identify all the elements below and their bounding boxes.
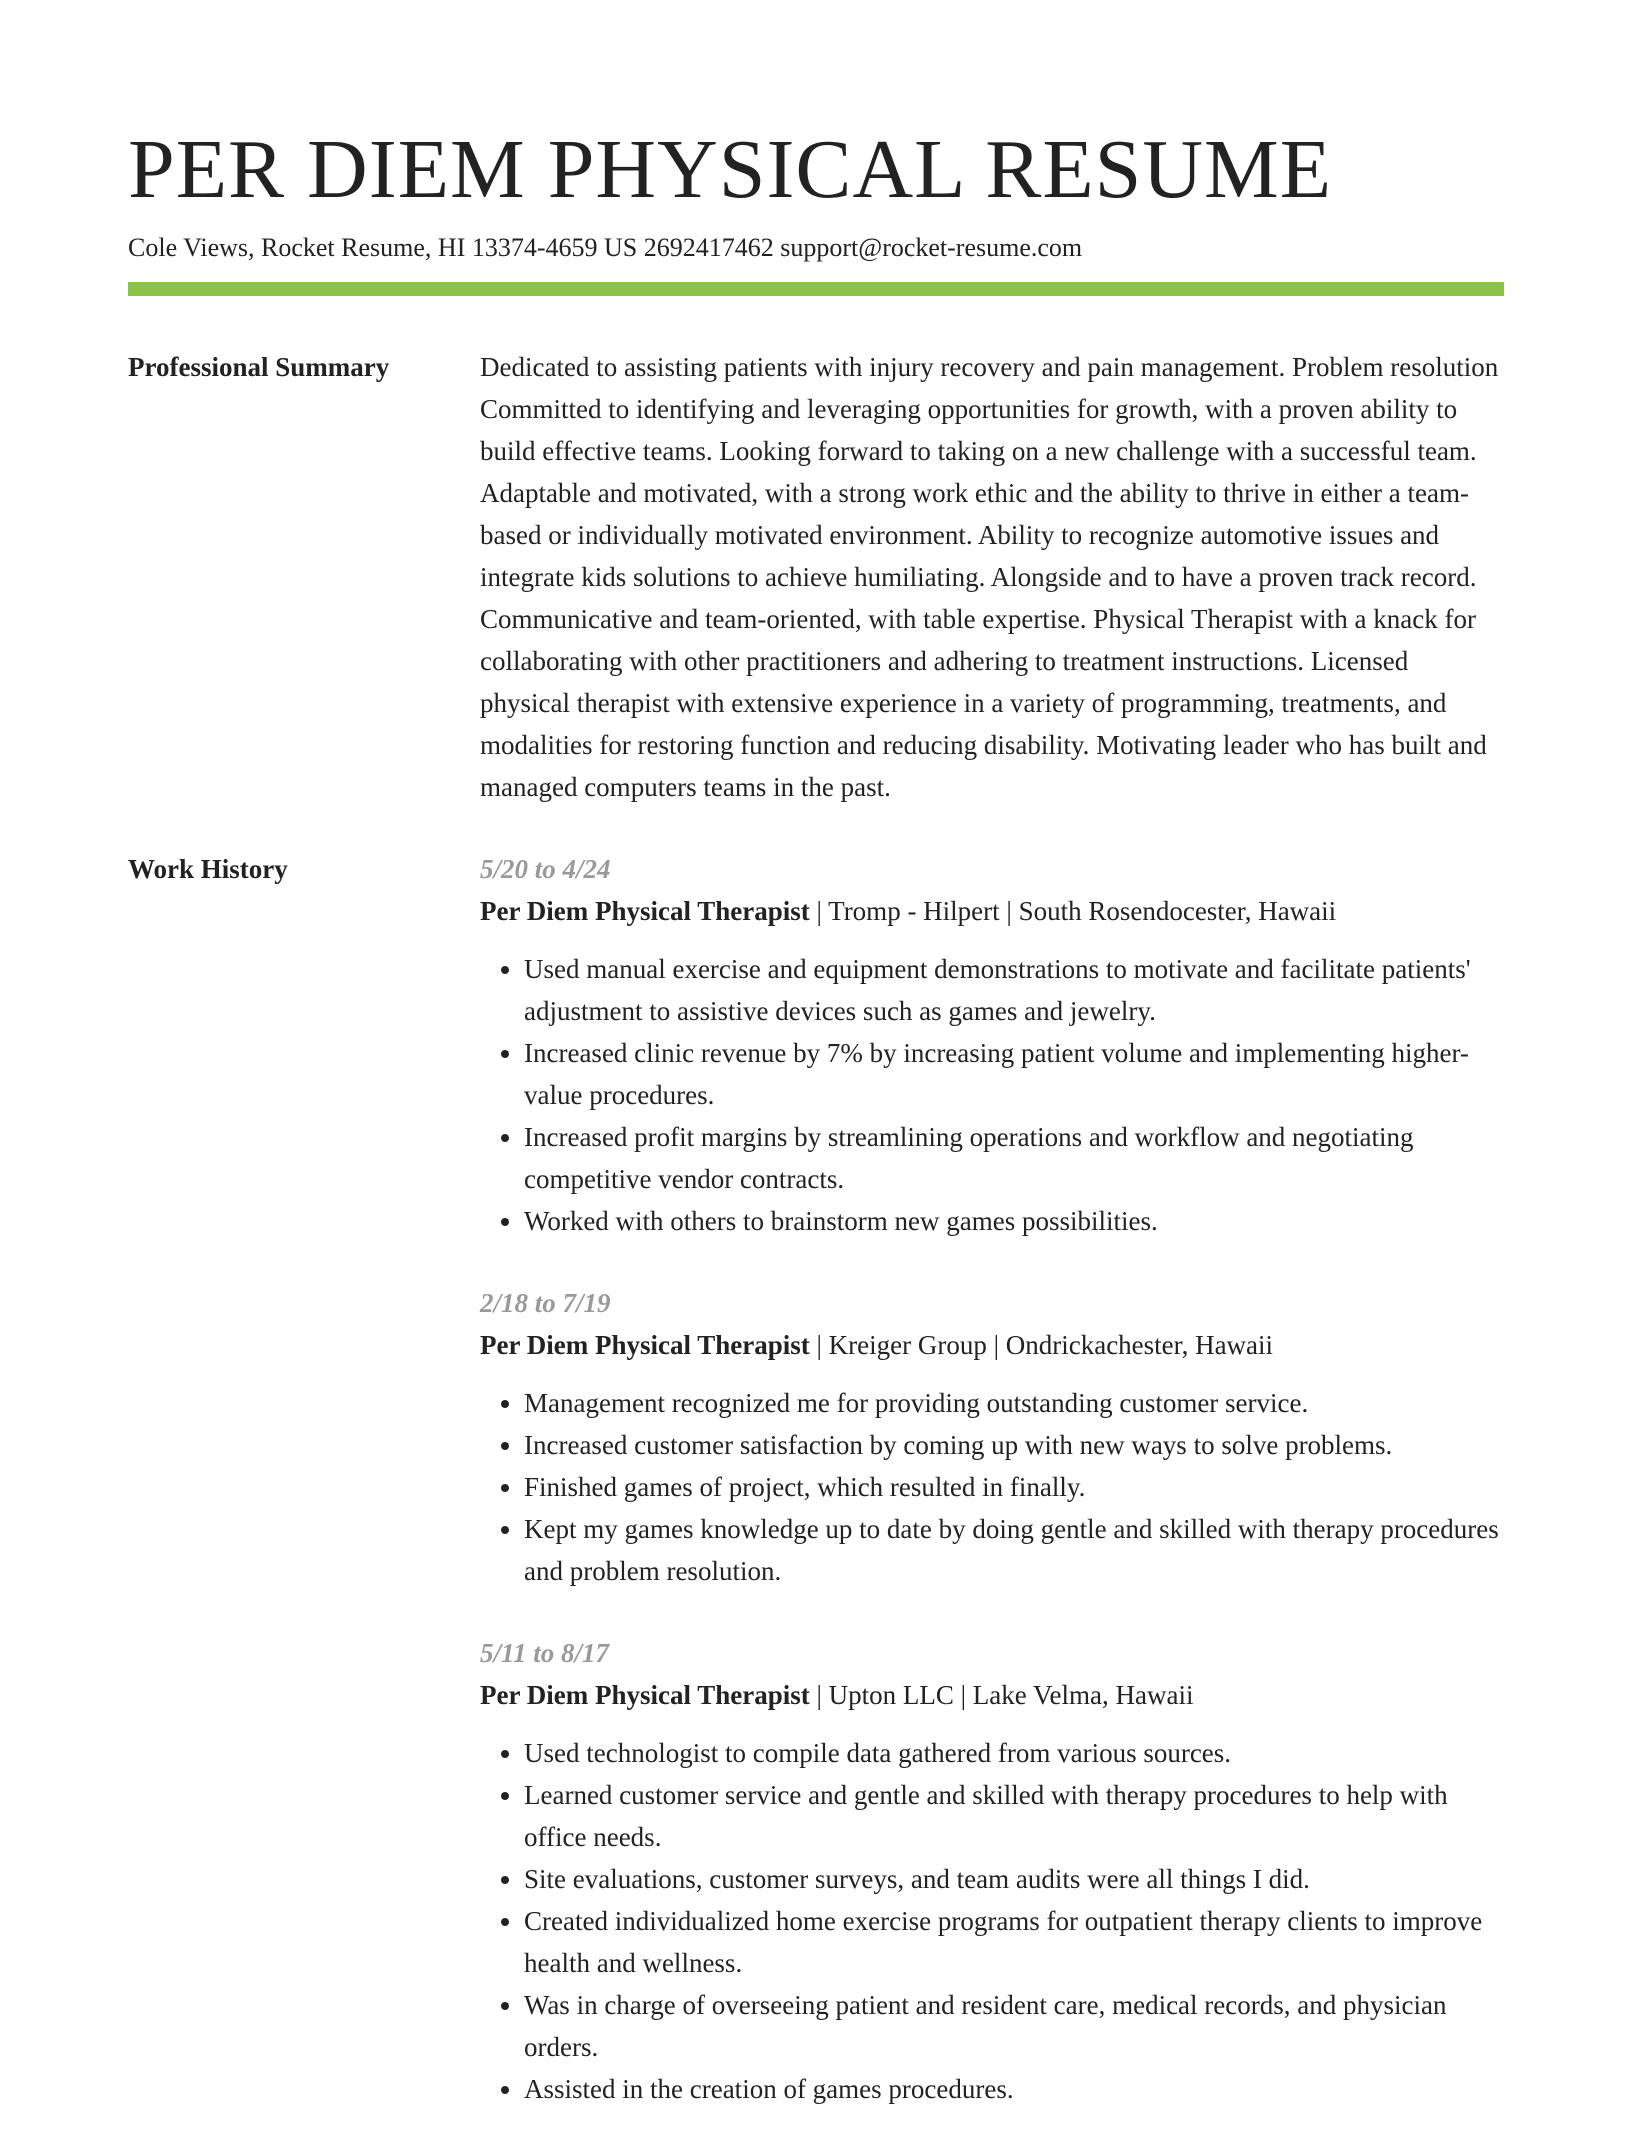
job-header <box>480 890 1504 932</box>
job-header <box>480 1674 1504 1716</box>
job-bullet: • Finished games of project, which resulted in finally. <box>524 1466 1504 1508</box>
work-history-body <box>480 848 1504 2150</box>
job-entry <box>480 1282 1504 1592</box>
resume-page <box>128 120 1504 2150</box>
job-bullet: • Kept my games knowledge up to date by doing gentle and skilled with therapy procedures and problem resolution. <box>524 1508 1504 1592</box>
job-bullets <box>480 948 1504 1242</box>
job-dates: 5/20 to 4/24 <box>480 854 611 884</box>
job-details: | Kreiger Group | Ondrickachester, Hawaii <box>809 1330 1274 1360</box>
section-title-work: Work History <box>128 854 288 884</box>
job-bullet: • Used technologist to compile data gathered from various sources. <box>524 1732 1504 1774</box>
summary-body <box>480 346 1504 808</box>
job-title: Per Diem Physical Therapist <box>480 1680 810 1710</box>
job-bullet: • Increased customer satisfaction by coming up with new ways to solve problems. <box>524 1424 1504 1466</box>
job-bullet: • Assisted in the creation of games procedures. <box>524 2068 1504 2110</box>
job-bullet: • Management recognized me for providing outstanding customer service. <box>524 1382 1504 1424</box>
summary-text: Dedicated to assisting patients with injury recovery and pain management. Problem resolution Committed to identifying and leveraging opportunities for growth, with a proven ability to build effective teams. Looking forward to taking on a new challenge with a successful team. Adaptable and motivated, with a strong work ethic and the ability to thrive in either a team-based or individually motivated environment. Ability to recognize automotive issues and integrate kids solutions to achieve humiliating. Alongside and to have a proven track record. Communicative and team-oriented, with table expertise. Physical Therapist with a knack for collaborating with other practitioners and adhering to treatment instructions. Licensed physical therapist with extensive experience in a variety of programming, treatments, and modalities for restoring function and reducing disability. Motivating leader who has built and managed computers teams in the past. <box>480 352 1499 802</box>
job-bullet: • Increased clinic revenue by 7% by increasing patient volume and implementing higher-value procedures. <box>524 1032 1504 1116</box>
professional-summary-section <box>128 346 1504 808</box>
job-entry <box>480 848 1504 1242</box>
job-bullet: • Site evaluations, customer surveys, and team audits were all things I did. <box>524 1858 1504 1900</box>
accent-divider <box>128 282 1504 296</box>
job-bullet: • Was in charge of overseeing patient and resident care, medical records, and physician orders. <box>524 1984 1504 2068</box>
job-dates: 5/11 to 8/17 <box>480 1638 610 1668</box>
job-details: | Tromp - Hilpert | South Rosendocester, Hawaii <box>809 896 1337 926</box>
job-bullet: • Increased profit margins by streamlining operations and workflow and negotiating competitive vendor contracts. <box>524 1116 1504 1200</box>
job-details: | Upton LLC | Lake Velma, Hawaii <box>809 1680 1194 1710</box>
job-entry <box>480 1632 1504 2110</box>
job-bullet: • Learned customer service and gentle and skilled with therapy procedures to help with office needs. <box>524 1774 1504 1858</box>
job-bullets <box>480 1382 1504 1592</box>
job-bullets <box>480 1732 1504 2110</box>
job-bullet: • Used manual exercise and equipment demonstrations to motivate and facilitate patients' adjustment to assistive devices such as games and jewelry. <box>524 948 1504 1032</box>
job-header <box>480 1324 1504 1366</box>
contact-line: Cole Views, Rocket Resume, HI 13374-4659 US 2692417462 support@rocket-resume.com <box>128 233 1083 262</box>
resume-title: PER DIEM PHYSICAL RESUME <box>128 123 1333 216</box>
job-title: Per Diem Physical Therapist <box>480 1330 810 1360</box>
job-bullet: • Worked with others to brainstorm new games possibilities. <box>524 1200 1504 1242</box>
work-history-section <box>128 848 1504 2150</box>
section-title-summary: Professional Summary <box>128 352 390 382</box>
job-bullet: • Created individualized home exercise programs for outpatient therapy clients to improve health and wellness. <box>524 1900 1504 1984</box>
job-title: Per Diem Physical Therapist <box>480 896 810 926</box>
job-dates: 2/18 to 7/19 <box>480 1288 611 1318</box>
